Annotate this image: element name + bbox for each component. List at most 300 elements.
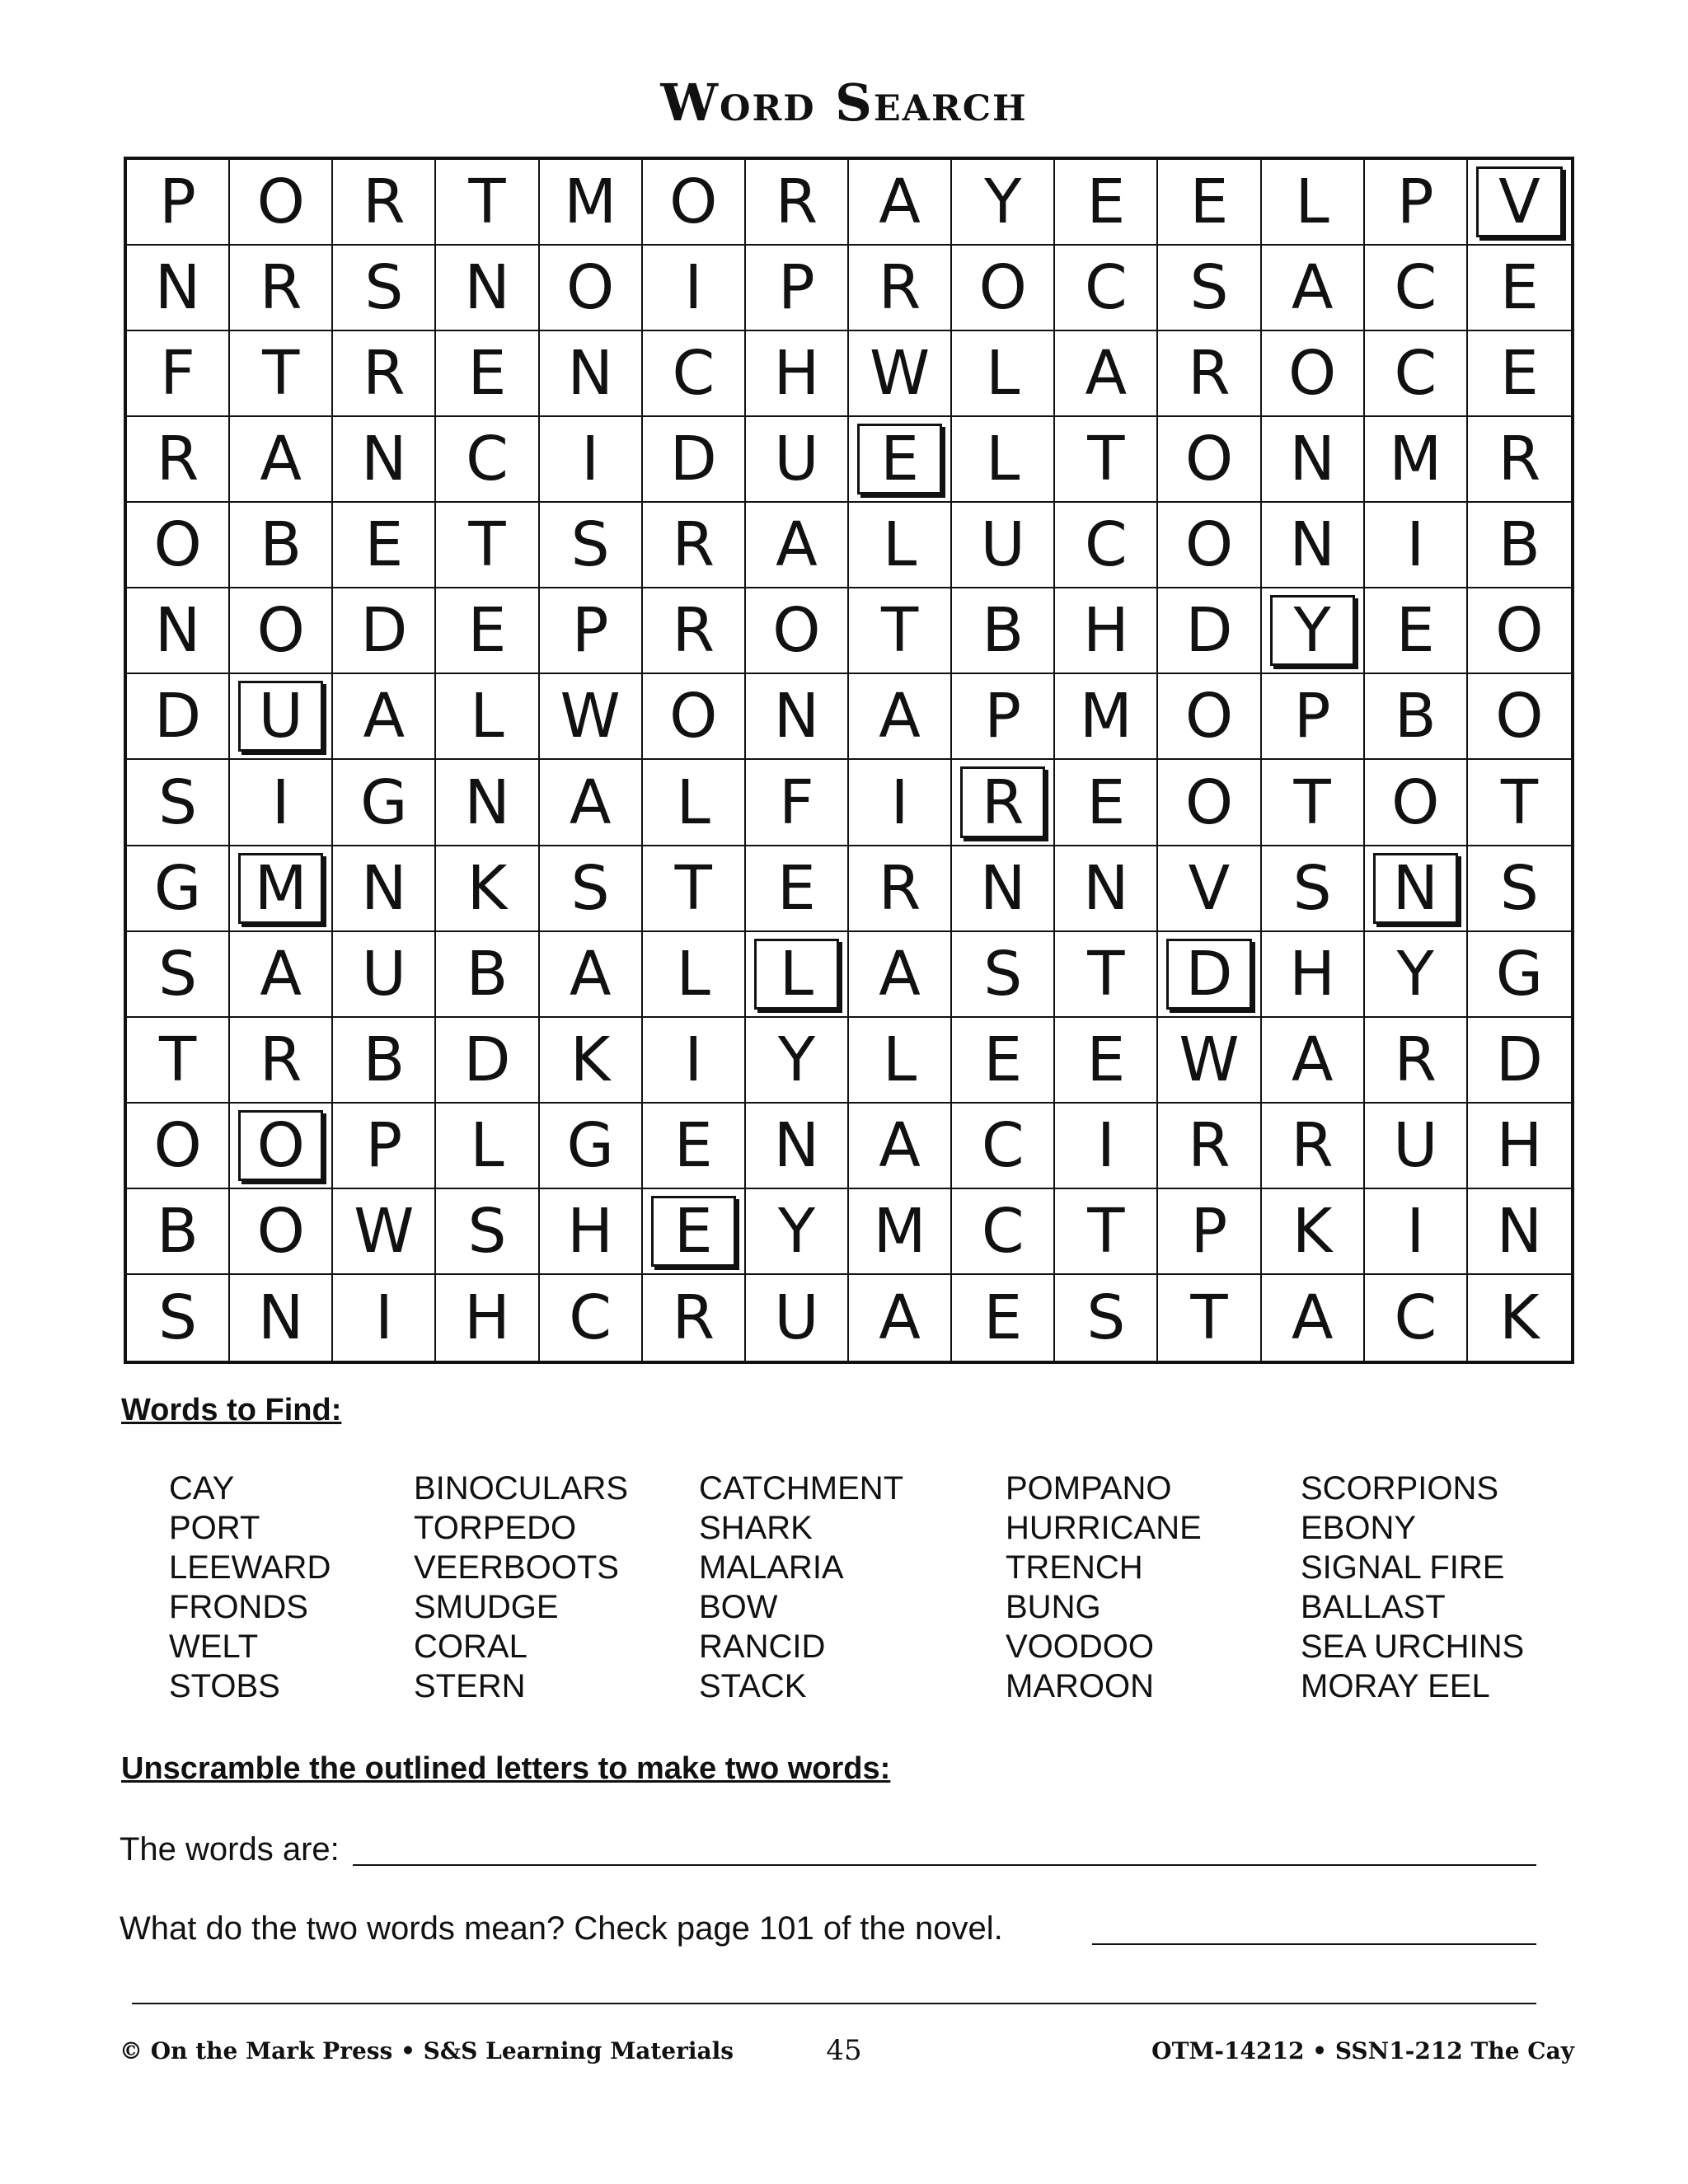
grid-letter: L [676,938,710,1010]
letter-cell[interactable] [643,1018,746,1104]
letter-cell[interactable] [230,246,333,331]
grid-letter: I [581,424,600,495]
word-item: VEERBOOTS [414,1549,619,1586]
letter-cell[interactable] [1468,588,1571,674]
grid-letter: O [1184,424,1234,495]
letter-cell[interactable] [540,1189,643,1275]
grid-letter: Y [777,1195,816,1267]
grid-letter: T [880,595,919,667]
letter-cell[interactable] [436,846,539,932]
letter-cell[interactable] [643,932,746,1018]
letter-cell[interactable] [1468,846,1571,932]
grid-letter: N [1289,424,1335,495]
letter-cell[interactable] [746,417,849,503]
letter-cell[interactable] [1158,160,1261,246]
letter-cell[interactable] [1158,1018,1261,1104]
grid-letter: T [1293,766,1331,838]
grid-letter: P [1396,166,1434,238]
letter-cell[interactable] [1055,1018,1158,1104]
letter-cell[interactable] [540,160,643,246]
letter-cell[interactable] [436,588,539,674]
grid-letter: A [569,938,612,1010]
grid-letter: L [470,681,504,752]
grid-letter: O [1288,338,1337,410]
letter-cell[interactable] [230,760,333,846]
letter-cell[interactable] [643,417,746,503]
letter-cell[interactable] [1365,1275,1468,1361]
letter-cell[interactable] [849,1018,952,1104]
letter-cell[interactable] [849,160,952,246]
letter-cell[interactable] [1468,760,1571,846]
grid-letter: A [1085,338,1128,410]
letter-cell[interactable] [1468,1275,1571,1361]
grid-letter: R [775,166,818,238]
letter-cell[interactable] [1262,417,1365,503]
grid-letter: E [880,424,919,495]
letter-cell[interactable] [1055,160,1158,246]
word-item: BINOCULARS [414,1470,629,1507]
letter-cell[interactable] [333,160,436,246]
letter-cell[interactable] [436,674,539,760]
letter-cell[interactable] [1365,246,1468,331]
letter-cell[interactable] [127,160,230,246]
letter-cell[interactable] [1158,760,1261,846]
letter-cell[interactable] [1158,1189,1261,1275]
grid-letter: N [980,852,1026,924]
letter-cell[interactable] [333,1275,436,1361]
letter-cell[interactable] [643,760,746,846]
letter-cell[interactable] [1365,503,1468,588]
letter-cell[interactable] [1365,417,1468,503]
grid-letter: L [986,338,1020,410]
grid-letter: R [672,1282,715,1353]
grid-letter: L [779,938,814,1010]
grid-letter: U [774,1282,819,1353]
word-item: SHARK [699,1510,813,1546]
letter-cell[interactable] [436,246,539,331]
grid-letter: P [571,595,609,667]
letter-cell[interactable] [1468,1104,1571,1189]
word-item: HURRICANE [1006,1510,1202,1546]
letter-cell[interactable] [849,1104,952,1189]
grid-letter: A [363,681,406,752]
letter-cell[interactable] [849,588,952,674]
letter-cell[interactable] [333,246,436,331]
grid-letter: P [1293,681,1331,752]
outlined-letter-cell[interactable] [230,674,333,760]
grid-letter: H [464,1282,510,1353]
letter-cell[interactable] [1468,331,1571,417]
letter-cell[interactable] [643,160,746,246]
grid-letter: N [773,681,820,752]
word-item: VOODOO [1006,1629,1155,1665]
letter-cell[interactable] [643,1104,746,1189]
grid-letter: E [673,1195,713,1267]
grid-letter: N [361,852,407,924]
letter-cell[interactable] [1365,1104,1468,1189]
letter-cell[interactable] [952,160,1055,246]
letter-cell[interactable] [127,331,230,417]
letter-cell[interactable] [127,1275,230,1361]
letter-cell[interactable] [1262,246,1365,331]
letter-cell[interactable] [1158,331,1261,417]
grid-letter: C [1394,1282,1437,1353]
letter-cell[interactable] [540,503,643,588]
grid-letter: E [1189,166,1229,238]
letter-cell[interactable] [540,846,643,932]
letter-cell[interactable] [1055,932,1158,1018]
grid-letter: T [468,509,506,581]
letter-cell[interactable] [746,1104,849,1189]
letter-cell[interactable] [540,1275,643,1361]
grid-letter: A [879,1109,921,1181]
outlined-letter-cell[interactable] [1262,588,1365,674]
grid-letter: O [1184,509,1234,581]
outlined-letter-cell[interactable] [849,417,952,503]
letter-cell[interactable] [1365,1018,1468,1104]
letter-cell[interactable] [1158,417,1261,503]
letter-cell[interactable] [230,331,333,417]
outlined-letter-cell[interactable] [643,1189,746,1275]
grid-letter: E [364,509,404,581]
grid-letter: M [1079,681,1132,752]
letter-cell[interactable] [333,417,436,503]
grid-letter: T [1500,766,1539,838]
word-column-4 [1006,1469,1202,1706]
grid-letter: U [774,424,819,495]
letter-cell[interactable] [849,1189,952,1275]
letter-cell[interactable] [849,932,952,1018]
letter-cell[interactable] [849,1275,952,1361]
letter-cell[interactable] [952,1275,1055,1361]
grid-letter: R [363,338,406,410]
grid-letter: U [980,509,1025,581]
letter-cell[interactable] [540,331,643,417]
grid-letter: B [157,1195,199,1267]
grid-letter: T [468,166,506,238]
letter-cell[interactable] [540,588,643,674]
word-item: CAY [169,1470,235,1507]
grid-letter: A [1291,252,1334,324]
letter-cell[interactable] [849,246,952,331]
letter-cell[interactable] [230,1189,333,1275]
grid-letter: T [1087,938,1125,1010]
grid-letter: O [256,595,305,667]
letter-cell[interactable] [643,846,746,932]
words-answer-line[interactable] [353,1864,1536,1866]
letter-cell[interactable] [1055,674,1158,760]
letter-cell[interactable] [1055,503,1158,588]
letter-cell[interactable] [1262,503,1365,588]
letter-cell[interactable] [1468,932,1571,1018]
letter-cell[interactable] [1158,1104,1261,1189]
letter-cell[interactable] [127,932,230,1018]
letter-cell[interactable] [540,760,643,846]
letter-cell[interactable] [1365,674,1468,760]
grid-letter: B [466,938,509,1010]
letter-cell[interactable] [849,846,952,932]
letter-cell[interactable] [952,932,1055,1018]
letter-cell[interactable] [1468,417,1571,503]
letter-cell[interactable] [1468,674,1571,760]
grid-letter: O [772,595,821,667]
letter-cell[interactable] [1262,760,1365,846]
letter-cell[interactable] [1262,331,1365,417]
letter-cell[interactable] [540,932,643,1018]
grid-letter: D [154,681,202,752]
grid-letter: O [256,1195,305,1267]
grid-letter: S [570,852,610,924]
word-column-3 [699,1469,903,1706]
outlined-letter-cell[interactable] [230,846,333,932]
grid-letter: C [1085,252,1128,324]
letter-cell[interactable] [1055,1189,1158,1275]
letter-cell[interactable] [1468,246,1571,331]
letter-cell[interactable] [952,588,1055,674]
letter-cell[interactable] [333,674,436,760]
letter-cell[interactable] [746,1018,849,1104]
letter-cell[interactable] [952,331,1055,417]
letter-cell[interactable] [849,760,952,846]
grid-letter: G [1495,938,1544,1010]
word-item: POMPANO [1006,1470,1172,1507]
letter-cell[interactable] [436,760,539,846]
letter-cell[interactable] [746,503,849,588]
letter-cell[interactable] [746,760,849,846]
letter-cell[interactable] [127,417,230,503]
grid-letter: V [1498,166,1540,238]
letter-cell[interactable] [1055,417,1158,503]
letter-cell[interactable] [333,1104,436,1189]
letter-cell[interactable] [849,503,952,588]
grid-letter: P [365,1109,403,1181]
letter-cell[interactable] [1365,331,1468,417]
grid-letter: N [464,766,510,838]
grid-letter: H [1289,938,1335,1010]
letter-cell[interactable] [127,246,230,331]
grid-letter: E [777,852,816,924]
letter-cell[interactable] [643,1275,746,1361]
grid-letter: G [360,766,408,838]
letter-cell[interactable] [230,417,333,503]
letter-cell[interactable] [333,1189,436,1275]
letter-cell[interactable] [540,246,643,331]
letter-cell[interactable] [643,331,746,417]
word-item: TORPEDO [414,1510,577,1546]
letter-cell[interactable] [746,160,849,246]
letter-cell[interactable] [127,503,230,588]
grid-letter: R [260,252,302,324]
grid-letter: O [1495,595,1544,667]
letter-cell[interactable] [1158,1275,1261,1361]
letter-cell[interactable] [230,932,333,1018]
outlined-letter-cell[interactable] [746,932,849,1018]
grid-letter: N [154,595,201,667]
letter-cell[interactable] [746,846,849,932]
letter-cell[interactable] [436,1104,539,1189]
letter-cell[interactable] [1055,246,1158,331]
letter-cell[interactable] [127,846,230,932]
letter-cell[interactable] [1365,760,1468,846]
grid-letter: O [1184,681,1234,752]
letter-cell[interactable] [1262,1104,1365,1189]
letter-cell[interactable] [230,503,333,588]
grid-letter: L [1295,166,1329,238]
grid-letter: U [361,938,406,1010]
letter-cell[interactable] [952,674,1055,760]
letter-cell[interactable] [436,417,539,503]
letter-cell[interactable] [746,1275,849,1361]
letter-cell[interactable] [1262,160,1365,246]
letter-cell[interactable] [849,331,952,417]
letter-cell[interactable] [746,331,849,417]
letter-cell[interactable] [952,1104,1055,1189]
letter-cell[interactable] [436,160,539,246]
letter-cell[interactable] [1055,1275,1158,1361]
letter-cell[interactable] [436,932,539,1018]
letter-cell[interactable] [1468,503,1571,588]
letter-cell[interactable] [1055,846,1158,932]
letter-cell[interactable] [1365,588,1468,674]
letter-cell[interactable] [1158,246,1261,331]
grid-letter: I [374,1282,393,1353]
letter-cell[interactable] [333,503,436,588]
letter-cell[interactable] [952,1018,1055,1104]
letter-cell[interactable] [436,331,539,417]
letter-cell[interactable] [643,246,746,331]
letter-cell[interactable] [127,674,230,760]
outlined-letter-cell[interactable] [952,760,1055,846]
letter-cell[interactable] [436,1275,539,1361]
letter-cell[interactable] [333,588,436,674]
page-title: Word Search [660,73,1028,133]
letter-cell[interactable] [643,588,746,674]
outlined-letter-cell[interactable] [230,1104,333,1189]
letter-cell[interactable] [1365,932,1468,1018]
letter-cell[interactable] [952,246,1055,331]
letter-cell[interactable] [1158,674,1261,760]
letter-cell[interactable] [1262,674,1365,760]
letter-cell[interactable] [1262,1275,1365,1361]
letter-cell[interactable] [1468,1189,1571,1275]
letter-cell[interactable] [230,1018,333,1104]
letter-cell[interactable] [1262,1189,1365,1275]
grid-letter: V [1188,852,1231,924]
outlined-letter-cell[interactable] [1158,932,1261,1018]
letter-cell[interactable] [1158,846,1261,932]
letter-cell[interactable] [746,588,849,674]
grid-letter: D [1185,938,1233,1010]
letter-cell[interactable] [952,503,1055,588]
grid-letter: B [260,509,302,581]
letter-cell[interactable] [436,503,539,588]
grid-letter: B [363,1024,406,1095]
letter-cell[interactable] [1158,503,1261,588]
meaning-question: What do the two words mean? Check page 101 of the novel. [120,1910,1003,1947]
letter-cell[interactable] [333,932,436,1018]
meaning-answer-line-1[interactable] [1092,1943,1536,1945]
letter-cell[interactable] [1365,160,1468,246]
grid-letter: A [879,681,921,752]
letter-cell[interactable] [333,846,436,932]
letter-cell[interactable] [746,246,849,331]
letter-cell[interactable] [333,331,436,417]
letter-cell[interactable] [230,1275,333,1361]
grid-letter: O [1391,766,1440,838]
letter-cell[interactable] [230,588,333,674]
letter-cell[interactable] [1262,846,1365,932]
grid-letter: I [1406,509,1425,581]
letter-cell[interactable] [333,760,436,846]
letter-cell[interactable] [127,1189,230,1275]
letter-cell[interactable] [849,674,952,760]
words-to-find-label: Words to Find: [121,1393,342,1427]
letter-cell[interactable] [643,503,746,588]
grid-letter: M [254,852,307,924]
letter-cell[interactable] [1055,331,1158,417]
word-item: STOBS [169,1668,280,1704]
grid-letter: S [1292,852,1332,924]
letter-cell[interactable] [127,1018,230,1104]
letter-cell[interactable] [540,1018,643,1104]
grid-letter: W [560,681,621,752]
letter-cell[interactable] [952,846,1055,932]
letter-cell[interactable] [436,1018,539,1104]
letter-cell[interactable] [436,1189,539,1275]
grid-letter: W [354,1195,415,1267]
letter-cell[interactable] [1055,1104,1158,1189]
grid-letter: C [1394,338,1437,410]
grid-letter: F [779,766,814,838]
grid-letter: C [672,338,715,410]
letter-cell[interactable] [746,1189,849,1275]
letter-cell[interactable] [1468,1018,1571,1104]
grid-letter: D [360,595,408,667]
grid-letter: S [364,252,404,324]
grid-letter: L [470,1109,504,1181]
letter-cell[interactable] [643,674,746,760]
grid-letter: N [567,338,613,410]
letter-cell[interactable] [1365,1189,1468,1275]
letter-cell[interactable] [540,1104,643,1189]
letter-cell[interactable] [1262,932,1365,1018]
letter-cell[interactable] [1055,760,1158,846]
letter-cell[interactable] [333,1018,436,1104]
letter-cell[interactable] [1158,588,1261,674]
letter-cell[interactable] [127,588,230,674]
letter-cell[interactable] [1055,588,1158,674]
grid-letter: D [1495,1024,1543,1095]
letter-cell[interactable] [952,417,1055,503]
letter-cell[interactable] [540,417,643,503]
grid-letter: O [153,1109,202,1181]
outlined-letter-cell[interactable] [1365,846,1468,932]
outlined-letter-cell[interactable] [1468,160,1571,246]
letter-cell[interactable] [1262,1018,1365,1104]
grid-letter: T [1190,1282,1228,1353]
letter-cell[interactable] [952,1189,1055,1275]
letter-cell[interactable] [127,1104,230,1189]
letter-cell[interactable] [746,674,849,760]
word-item: SCORPIONS [1301,1470,1499,1507]
grid-letter: N [1496,1195,1543,1267]
grid-letter: C [1394,252,1437,324]
letter-cell[interactable] [127,760,230,846]
letter-cell[interactable] [540,674,643,760]
meaning-answer-line-2[interactable] [132,2003,1536,2004]
letter-cell[interactable] [230,160,333,246]
grid-letter: C [981,1109,1025,1181]
